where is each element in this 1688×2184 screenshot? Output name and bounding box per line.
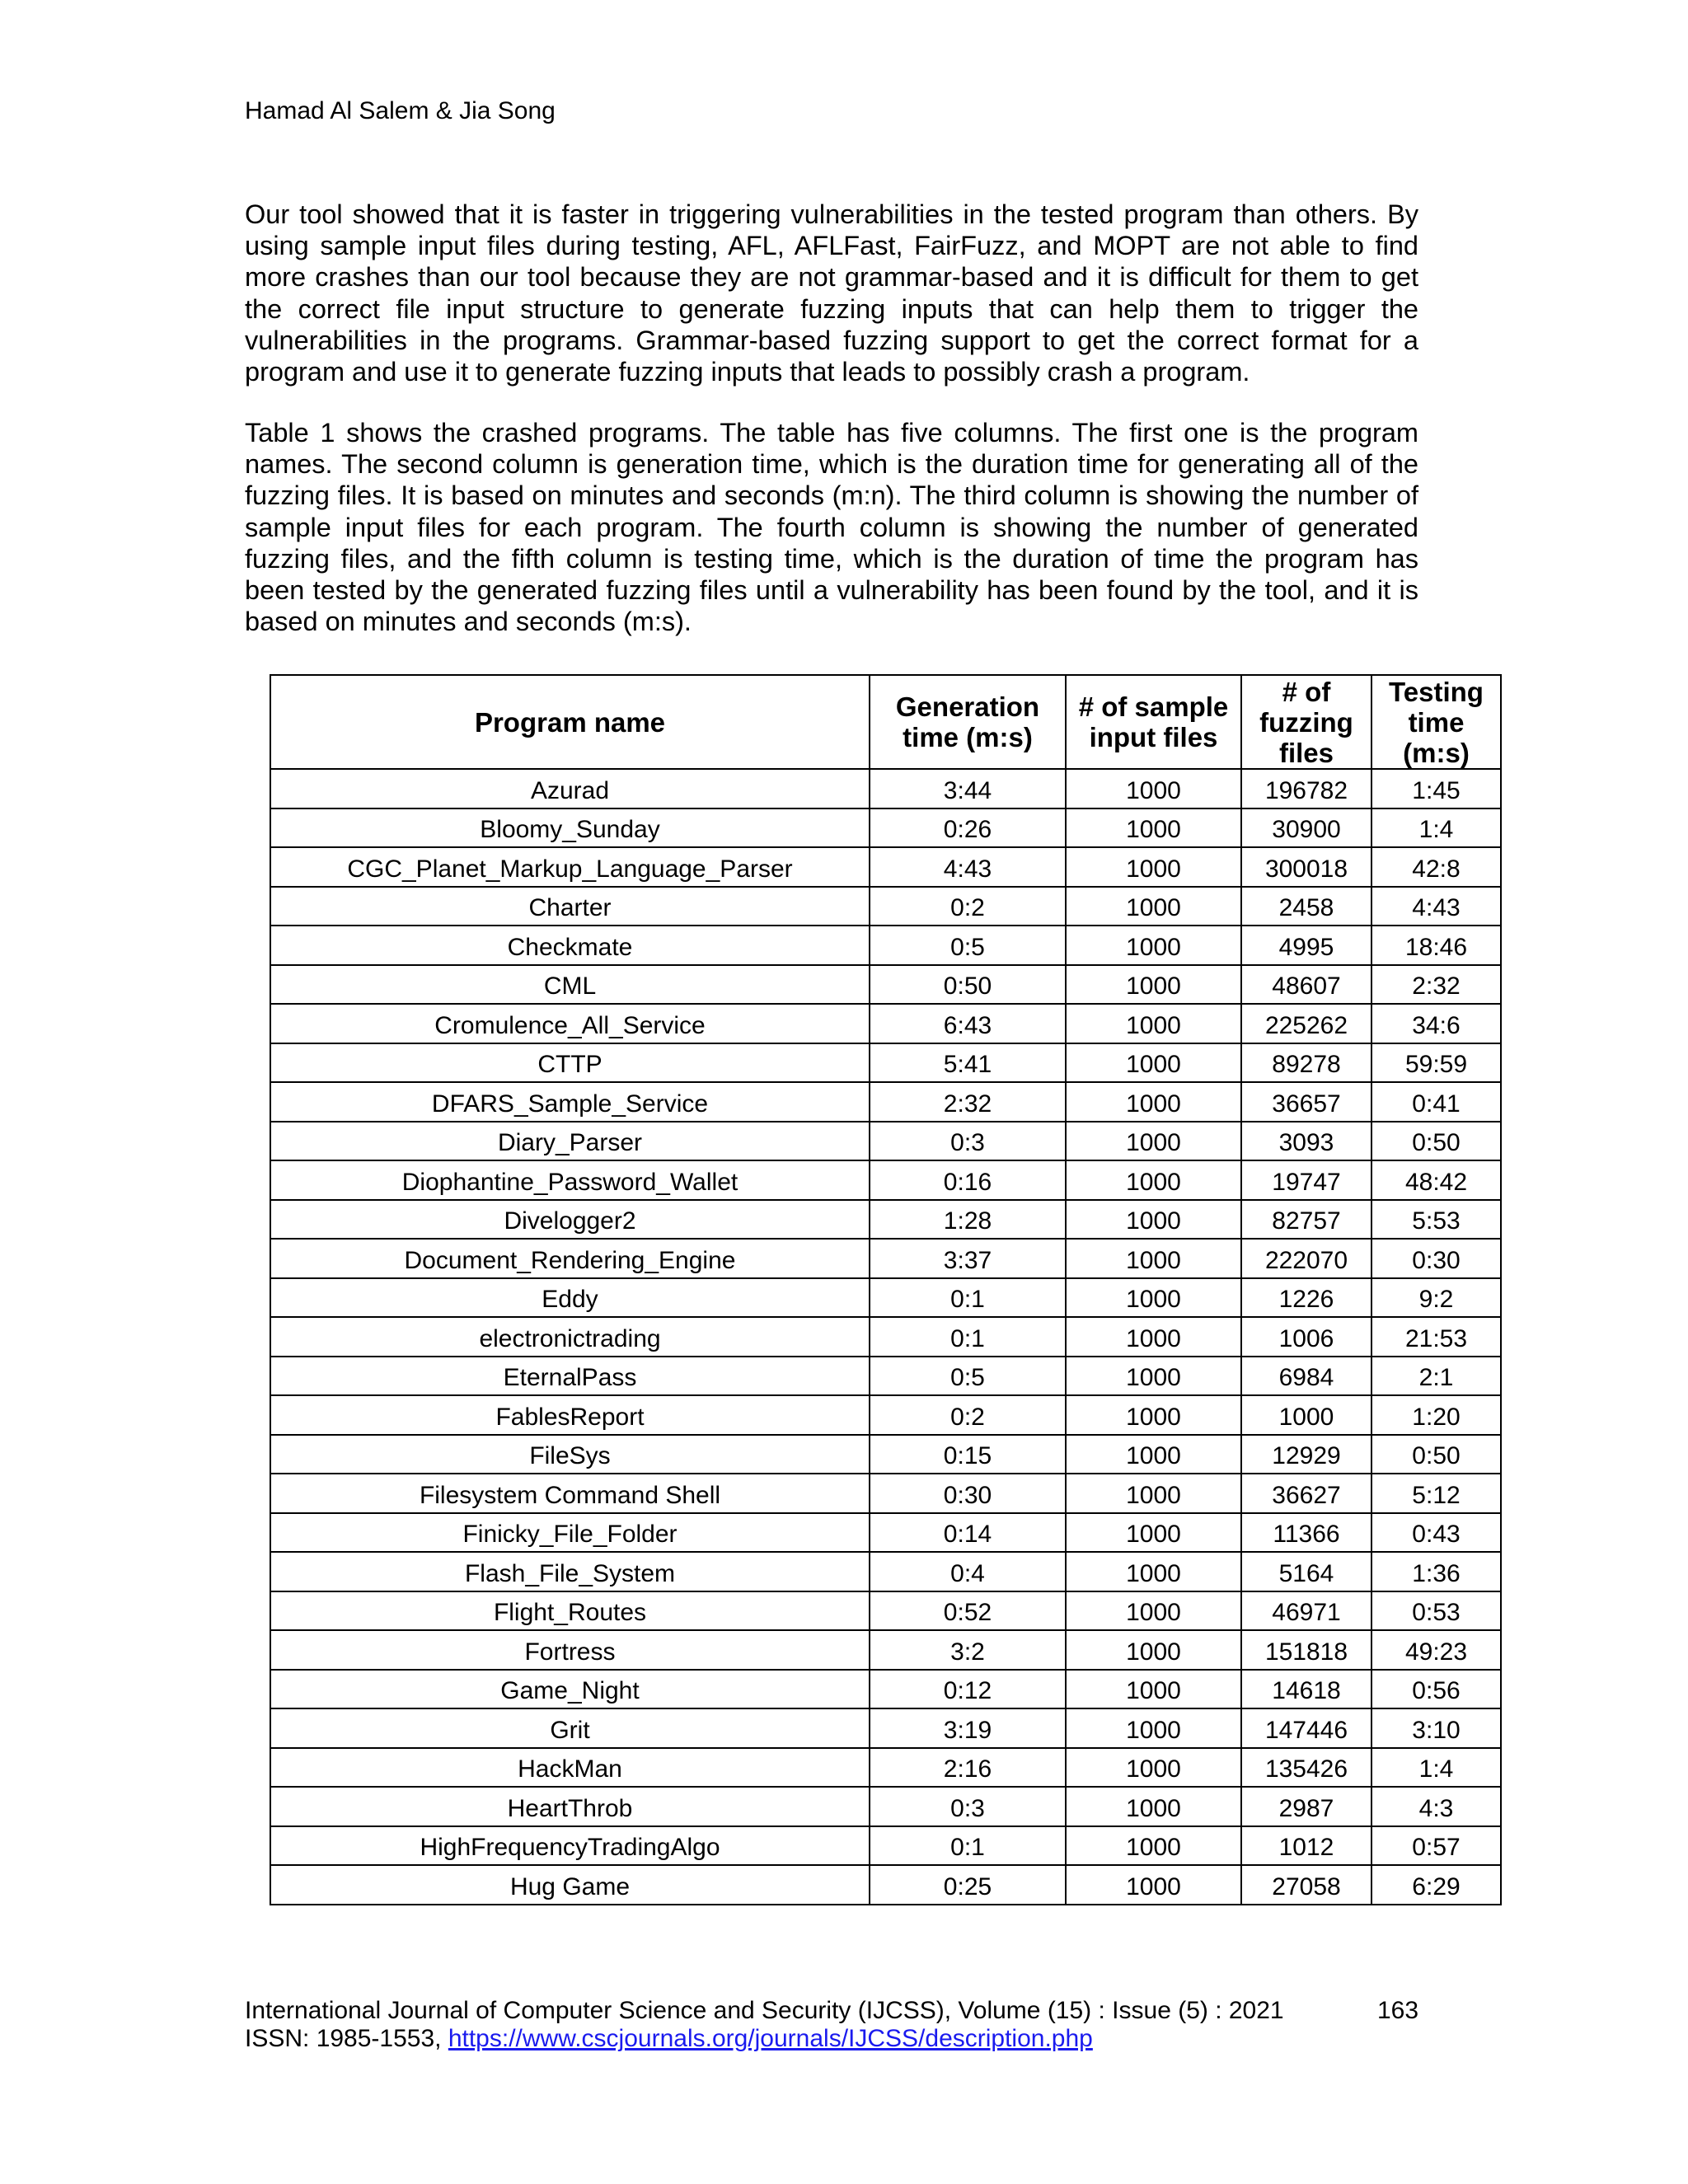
sample-files-cell: 1000 [1066, 926, 1241, 965]
testing-time-cell: 4:3 [1372, 1787, 1501, 1826]
generation-time-cell: 0:25 [870, 1865, 1066, 1905]
testing-time-cell: 34:6 [1372, 1004, 1501, 1043]
table-row [270, 1122, 1501, 1161]
program-name-cell: Game_Night [270, 1670, 870, 1709]
table-row [270, 1865, 1501, 1905]
generation-time-cell: 0:5 [870, 1357, 1066, 1396]
table-row [270, 1552, 1501, 1591]
fuzzing-files-cell: 4995 [1241, 926, 1372, 965]
table-row [270, 1630, 1501, 1670]
program-name-cell: FileSys [270, 1435, 870, 1474]
testing-time-cell: 0:56 [1372, 1670, 1501, 1709]
program-name-cell: Hug Game [270, 1865, 870, 1905]
fuzzing-files-cell: 2458 [1241, 887, 1372, 926]
sample-files-cell: 1000 [1066, 1865, 1241, 1905]
header-generation-time: Generation time (m:s) [870, 675, 1066, 769]
table-row [270, 1200, 1501, 1240]
fuzzing-files-cell: 48607 [1241, 965, 1372, 1005]
testing-time-cell: 1:4 [1372, 1748, 1501, 1788]
generation-time-cell: 3:19 [870, 1708, 1066, 1748]
generation-time-cell: 3:37 [870, 1239, 1066, 1278]
generation-time-cell: 3:2 [870, 1630, 1066, 1670]
sample-files-cell: 1000 [1066, 808, 1241, 848]
generation-time-cell: 0:15 [870, 1435, 1066, 1474]
testing-time-cell: 0:41 [1372, 1082, 1501, 1122]
fuzzing-files-cell: 36627 [1241, 1474, 1372, 1513]
testing-time-cell: 0:30 [1372, 1239, 1501, 1278]
generation-time-cell: 3:44 [870, 769, 1066, 808]
generation-time-cell: 0:26 [870, 808, 1066, 848]
testing-time-cell: 0:50 [1372, 1435, 1501, 1474]
generation-time-cell: 0:4 [870, 1552, 1066, 1591]
sample-files-cell: 1000 [1066, 1435, 1241, 1474]
fuzzing-files-cell: 1006 [1241, 1317, 1372, 1357]
fuzzing-files-cell: 5164 [1241, 1552, 1372, 1591]
generation-time-cell: 0:3 [870, 1787, 1066, 1826]
sample-files-cell: 1000 [1066, 1278, 1241, 1318]
sample-files-cell: 1000 [1066, 887, 1241, 926]
program-name-cell: HeartThrob [270, 1787, 870, 1826]
program-name-cell: Document_Rendering_Engine [270, 1239, 870, 1278]
generation-time-cell: 0:50 [870, 965, 1066, 1005]
sample-files-cell: 1000 [1066, 1357, 1241, 1396]
header-sample-input-files: # of sample input files [1066, 675, 1241, 769]
sample-files-cell: 1000 [1066, 1317, 1241, 1357]
testing-time-cell: 49:23 [1372, 1630, 1501, 1670]
page-footer [245, 1997, 1419, 2053]
fuzzing-files-cell: 82757 [1241, 1200, 1372, 1240]
testing-time-cell: 4:43 [1372, 887, 1501, 926]
table-row [270, 1082, 1501, 1122]
testing-time-cell: 0:43 [1372, 1513, 1501, 1553]
table-row [270, 1787, 1501, 1826]
table-row [270, 1474, 1501, 1513]
table-row [270, 769, 1501, 808]
sample-files-cell: 1000 [1066, 1004, 1241, 1043]
testing-time-cell: 1:20 [1372, 1395, 1501, 1435]
program-name-cell: Finicky_File_Folder [270, 1513, 870, 1553]
body-paragraph-2: Table 1 shows the crashed programs. The table has five columns. The first one is the program names. The second column is generation time, which is the duration time for generating all of the fuzzing files. It is based on minutes and seconds (m:n). The third column is showing the number of sample input files for each program. The fourth column is showing the number of generated fuzzing files, and the fifth column is testing time, which is the duration of time the program has been tested by the generated fuzzing files until a vulnerability has been found by the tool, and it is based on minutes and seconds (m:s). [245, 418, 1418, 637]
program-name-cell: Diary_Parser [270, 1122, 870, 1161]
fuzzing-files-cell: 11366 [1241, 1513, 1372, 1553]
fuzzing-files-cell: 89278 [1241, 1043, 1372, 1083]
table-row [270, 1670, 1501, 1709]
generation-time-cell: 0:14 [870, 1513, 1066, 1553]
program-name-cell: electronictrading [270, 1317, 870, 1357]
testing-time-cell: 9:2 [1372, 1278, 1501, 1318]
generation-time-cell: 2:32 [870, 1082, 1066, 1122]
fuzzing-files-cell: 6984 [1241, 1357, 1372, 1396]
program-name-cell: Azurad [270, 769, 870, 808]
header-program-name: Program name [270, 675, 870, 769]
header-fuzzing-files: # of fuzzing files [1241, 675, 1372, 769]
page-number: 163 [1377, 1997, 1419, 2024]
sample-files-cell: 1000 [1066, 1239, 1241, 1278]
sample-files-cell: 1000 [1066, 1552, 1241, 1591]
sample-files-cell: 1000 [1066, 769, 1241, 808]
sample-files-cell: 1000 [1066, 1395, 1241, 1435]
table-row [270, 847, 1501, 887]
program-name-cell: HighFrequencyTradingAlgo [270, 1826, 870, 1866]
journal-citation: International Journal of Computer Science and Security (IJCSS), Volume (15) : Issue (5) : 2021 [245, 1997, 1284, 2024]
program-name-cell: CTTP [270, 1043, 870, 1083]
fuzzing-files-cell: 30900 [1241, 808, 1372, 848]
generation-time-cell: 0:30 [870, 1474, 1066, 1513]
program-name-cell: CGC_Planet_Markup_Language_Parser [270, 847, 870, 887]
fuzzing-files-cell: 1000 [1241, 1395, 1372, 1435]
sample-files-cell: 1000 [1066, 1043, 1241, 1083]
table-row [270, 965, 1501, 1005]
program-name-cell: CML [270, 965, 870, 1005]
program-name-cell: Fortress [270, 1630, 870, 1670]
program-name-cell: Bloomy_Sunday [270, 808, 870, 848]
fuzzing-files-cell: 12929 [1241, 1435, 1372, 1474]
program-name-cell: Divelogger2 [270, 1200, 870, 1240]
issn-label: ISSN: 1985-1553, [245, 2025, 448, 2052]
sample-files-cell: 1000 [1066, 847, 1241, 887]
fuzzing-files-cell: 1226 [1241, 1278, 1372, 1318]
fuzzing-files-cell: 196782 [1241, 769, 1372, 808]
table-row [270, 887, 1501, 926]
program-name-cell: Grit [270, 1708, 870, 1748]
generation-time-cell: 0:12 [870, 1670, 1066, 1709]
testing-time-cell: 21:53 [1372, 1317, 1501, 1357]
table-header-row [270, 675, 1501, 769]
generation-time-cell: 6:43 [870, 1004, 1066, 1043]
table-row [270, 1708, 1501, 1748]
table-row [270, 1278, 1501, 1318]
testing-time-cell: 5:53 [1372, 1200, 1501, 1240]
generation-time-cell: 0:1 [870, 1826, 1066, 1866]
table-body [270, 769, 1501, 1905]
table-row [270, 808, 1501, 848]
generation-time-cell: 0:2 [870, 1395, 1066, 1435]
fuzzing-files-cell: 36657 [1241, 1082, 1372, 1122]
journal-link[interactable]: https://www.cscjournals.org/journals/IJCSS/description.php [448, 2025, 1093, 2052]
program-name-cell: Charter [270, 887, 870, 926]
table-row [270, 1043, 1501, 1083]
generation-time-cell: 0:5 [870, 926, 1066, 965]
table-row [270, 1513, 1501, 1553]
generation-time-cell: 0:2 [870, 887, 1066, 926]
fuzzing-files-cell: 19747 [1241, 1160, 1372, 1200]
fuzzing-files-cell: 300018 [1241, 847, 1372, 887]
program-name-cell: Diophantine_Password_Wallet [270, 1160, 870, 1200]
sample-files-cell: 1000 [1066, 1513, 1241, 1553]
sample-files-cell: 1000 [1066, 1670, 1241, 1709]
body-paragraph-1: Our tool showed that it is faster in triggering vulnerabilities in the tested program than others. By using sample input files during testing, AFL, AFLFast, FairFuzz, and MOPT are not able to find more crashes than our tool because they are not grammar-based and it is difficult for them to get the correct file input structure to generate fuzzing inputs that can help them to trigger the vulnerabilities in the programs. Grammar-based fuzzing support to get the correct format for a program and use it to generate fuzzing inputs that leads to possibly crash a program. [245, 199, 1418, 387]
program-name-cell: FablesReport [270, 1395, 870, 1435]
testing-time-cell: 1:4 [1372, 808, 1501, 848]
fuzzing-files-cell: 147446 [1241, 1708, 1372, 1748]
program-name-cell: HackMan [270, 1748, 870, 1788]
testing-time-cell: 0:57 [1372, 1826, 1501, 1866]
results-table [270, 674, 1502, 1905]
generation-time-cell: 5:41 [870, 1043, 1066, 1083]
testing-time-cell: 2:1 [1372, 1357, 1501, 1396]
testing-time-cell: 6:29 [1372, 1865, 1501, 1905]
program-name-cell: Eddy [270, 1278, 870, 1318]
testing-time-cell: 48:42 [1372, 1160, 1501, 1200]
program-name-cell: Checkmate [270, 926, 870, 965]
table-row [270, 1395, 1501, 1435]
table-row [270, 1826, 1501, 1866]
program-name-cell: Flight_Routes [270, 1591, 870, 1631]
testing-time-cell: 18:46 [1372, 926, 1501, 965]
fuzzing-files-cell: 135426 [1241, 1748, 1372, 1788]
table-row [270, 1160, 1501, 1200]
testing-time-cell: 0:53 [1372, 1591, 1501, 1631]
generation-time-cell: 1:28 [870, 1200, 1066, 1240]
fuzzing-files-cell: 1012 [1241, 1826, 1372, 1866]
generation-time-cell: 2:16 [870, 1748, 1066, 1788]
fuzzing-files-cell: 14618 [1241, 1670, 1372, 1709]
program-name-cell: Filesystem Command Shell [270, 1474, 870, 1513]
running-header: Hamad Al Salem & Jia Song [245, 97, 556, 124]
issn-line [245, 2025, 1284, 2053]
program-name-cell: Cromulence_All_Service [270, 1004, 870, 1043]
generation-time-cell: 0:1 [870, 1317, 1066, 1357]
fuzzing-files-cell: 225262 [1241, 1004, 1372, 1043]
sample-files-cell: 1000 [1066, 1082, 1241, 1122]
generation-time-cell: 4:43 [870, 847, 1066, 887]
table-row [270, 1357, 1501, 1396]
sample-files-cell: 1000 [1066, 1591, 1241, 1631]
table-row [270, 1239, 1501, 1278]
program-name-cell: DFARS_Sample_Service [270, 1082, 870, 1122]
fuzzing-files-cell: 2987 [1241, 1787, 1372, 1826]
program-name-cell: EternalPass [270, 1357, 870, 1396]
fuzzing-files-cell: 27058 [1241, 1865, 1372, 1905]
table-row [270, 1435, 1501, 1474]
testing-time-cell: 2:32 [1372, 965, 1501, 1005]
sample-files-cell: 1000 [1066, 1630, 1241, 1670]
sample-files-cell: 1000 [1066, 1748, 1241, 1788]
testing-time-cell: 59:59 [1372, 1043, 1501, 1083]
generation-time-cell: 0:3 [870, 1122, 1066, 1161]
fuzzing-files-cell: 46971 [1241, 1591, 1372, 1631]
sample-files-cell: 1000 [1066, 1474, 1241, 1513]
header-testing-time: Testing time (m:s) [1372, 675, 1501, 769]
sample-files-cell: 1000 [1066, 1122, 1241, 1161]
table-row [270, 1748, 1501, 1788]
sample-files-cell: 1000 [1066, 1787, 1241, 1826]
fuzzing-files-cell: 222070 [1241, 1239, 1372, 1278]
generation-time-cell: 0:16 [870, 1160, 1066, 1200]
table-row [270, 1317, 1501, 1357]
testing-time-cell: 1:36 [1372, 1552, 1501, 1591]
sample-files-cell: 1000 [1066, 1160, 1241, 1200]
table-row [270, 1591, 1501, 1631]
testing-time-cell: 3:10 [1372, 1708, 1501, 1748]
testing-time-cell: 42:8 [1372, 847, 1501, 887]
testing-time-cell: 0:50 [1372, 1122, 1501, 1161]
testing-time-cell: 5:12 [1372, 1474, 1501, 1513]
sample-files-cell: 1000 [1066, 1200, 1241, 1240]
program-name-cell: Flash_File_System [270, 1552, 870, 1591]
sample-files-cell: 1000 [1066, 1826, 1241, 1866]
generation-time-cell: 0:1 [870, 1278, 1066, 1318]
table-row [270, 926, 1501, 965]
table-row [270, 1004, 1501, 1043]
testing-time-cell: 1:45 [1372, 769, 1501, 808]
sample-files-cell: 1000 [1066, 965, 1241, 1005]
sample-files-cell: 1000 [1066, 1708, 1241, 1748]
fuzzing-files-cell: 3093 [1241, 1122, 1372, 1161]
generation-time-cell: 0:52 [870, 1591, 1066, 1631]
fuzzing-files-cell: 151818 [1241, 1630, 1372, 1670]
